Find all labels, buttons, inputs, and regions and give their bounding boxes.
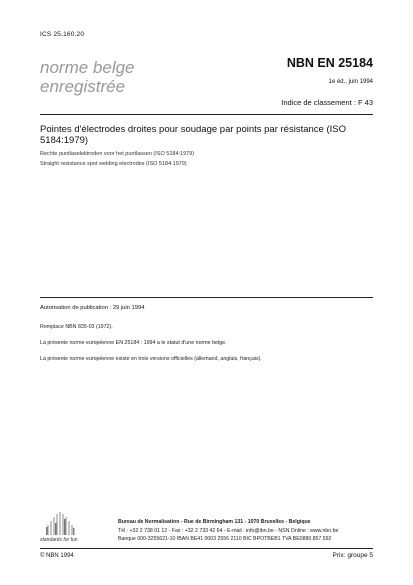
statut-note: La présente norme européenne EN 25184 : 1994 a le statut d'une norme belge. <box>40 340 227 346</box>
copyright: © NBN 1994 <box>40 553 74 559</box>
divider-middle <box>40 297 373 298</box>
logo-caption: standards for fun <box>40 537 78 543</box>
ics-code: ICS 25.160.20 <box>40 31 85 38</box>
standard-code: NBN EN 25184 <box>286 56 373 70</box>
title-english: Straight resistance spot welding electrodes (ISO 5184:1979) <box>40 161 187 167</box>
bureau-bank: Banque 000-3255621-10 IBAN BE41 0003 2556 2110 BIC BPOTBEB1 TVA BE0880.857.592 <box>118 536 332 543</box>
norme-belge-label <box>40 58 135 96</box>
versions-note: La présente norme européenne existe en trois versions officielles (allemand, anglais, français). <box>40 356 262 362</box>
bureau-address-block <box>118 518 338 544</box>
title-dutch: Rechte puntlaselektroden voor het puntlassen (ISO 5184:1979) <box>40 151 195 157</box>
bureau-contact: Tél : +32 2 738 01 12 - Fax : +32 2 733 42 64 - E-mail : info@ibn.be - NSN Online : www.nbn.be <box>118 527 339 534</box>
divider-top <box>40 114 373 115</box>
edition: 1e éd., juin 1994 <box>328 79 373 85</box>
remplace-note: Remplace NBN 835-03 (1972). <box>40 324 113 330</box>
bureau-address: Bureau de Normalisation - Rue de Birmingham 131 - 1070 Bruxelles - Belgique <box>118 519 311 525</box>
divider-bottom <box>40 548 373 549</box>
autorisation-publication: Autorisation de publication : 29 juin 1994 <box>40 305 145 311</box>
norme-line-2: enregistrée <box>40 77 126 96</box>
indice-classement: Indice de classement : F 43 <box>281 98 373 107</box>
document-title: Pointes d'électrodes droites pour soudage par points par résistance (ISO 5184:1979) <box>40 124 346 146</box>
norme-line-1: norme belge <box>40 58 135 77</box>
price-group: Prix: groupe 5 <box>332 552 373 559</box>
